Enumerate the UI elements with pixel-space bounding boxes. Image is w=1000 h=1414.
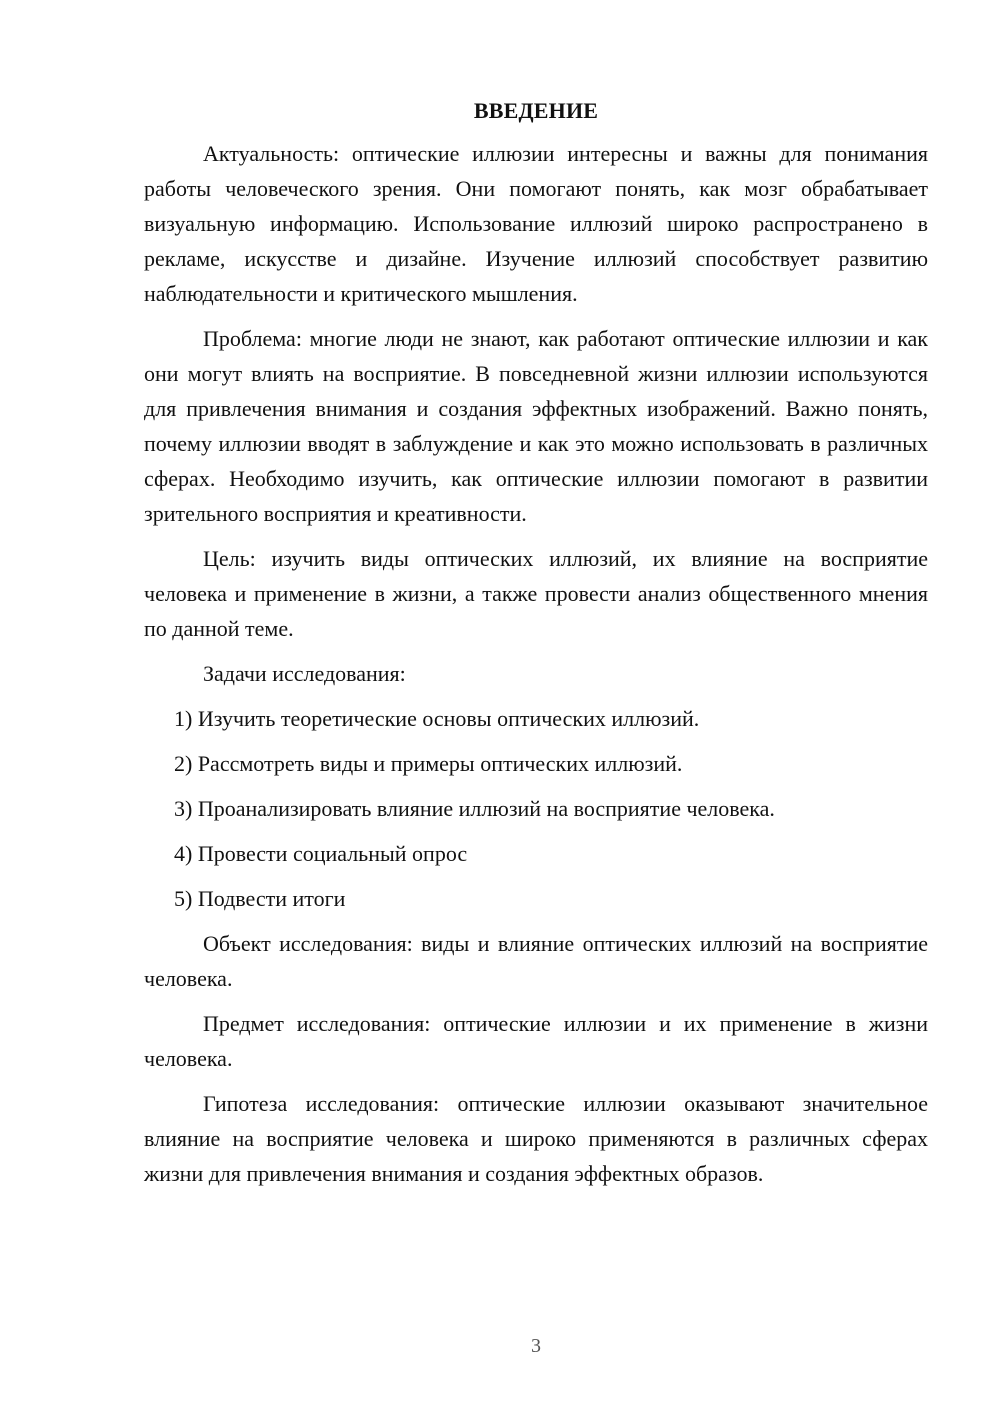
- task-item: 2) Рассмотреть виды и примеры оптических иллюзий.: [174, 751, 683, 776]
- page-content: [144, 94, 928, 1201]
- task-item: 5) Подвести итоги: [174, 886, 346, 911]
- task-item: 1) Изучить теоретические основы оптических иллюзий.: [174, 706, 700, 731]
- paragraph-goal: Цель: изучить виды оптических иллюзий, их влияние на восприятие человека и применение в жизни, а также провести анализ общественного мнения по данной теме.: [144, 546, 928, 641]
- paragraph-problem: Проблема: многие люди не знают, как работают оптические иллюзии и как они могут влиять на восприятие. В повседневной жизни иллюзии используются для привлечения внимания и создания эффектных изображений. Важно понять, почему иллюзии вводят в заблуждение и как это можно использовать в различных сферах. Необходимо изучить, как оптические иллюзии помогают в развитии зрительного восприятия и креативности.: [144, 326, 928, 526]
- paragraph-object: Объект исследования: виды и влияние оптических иллюзий на восприятие человека.: [144, 931, 928, 991]
- task-item: 3) Проанализировать влияние иллюзий на восприятие человека.: [174, 796, 775, 821]
- task-item: 4) Провести социальный опрос: [174, 841, 468, 866]
- paragraph-relevance: Актуальность: оптические иллюзии интересны и важны для понимания работы человеческого зрения. Они помогают понять, как мозг обрабатывает визуальную информацию. Использование иллюзий широко распространено в рекламе, искусстве и дизайне. Изучение иллюзий способствует развитию наблюдательности и критического мышления.: [144, 141, 928, 306]
- paragraph-subject: Предмет исследования: оптические иллюзии и их применение в жизни человека.: [144, 1011, 928, 1071]
- page-number: 3: [531, 1335, 541, 1357]
- task-list: [144, 701, 928, 916]
- page-title: ВВЕДЕНИЕ: [473, 98, 599, 123]
- paragraph-hypothesis: Гипотеза исследования: оптические иллюзии оказывают значительное влияние на восприятие человека и широко применяются в различных сферах жизни для привлечения внимания и создания эффектных образов.: [144, 1091, 928, 1186]
- tasks-heading: Задачи исследования:: [203, 661, 406, 686]
